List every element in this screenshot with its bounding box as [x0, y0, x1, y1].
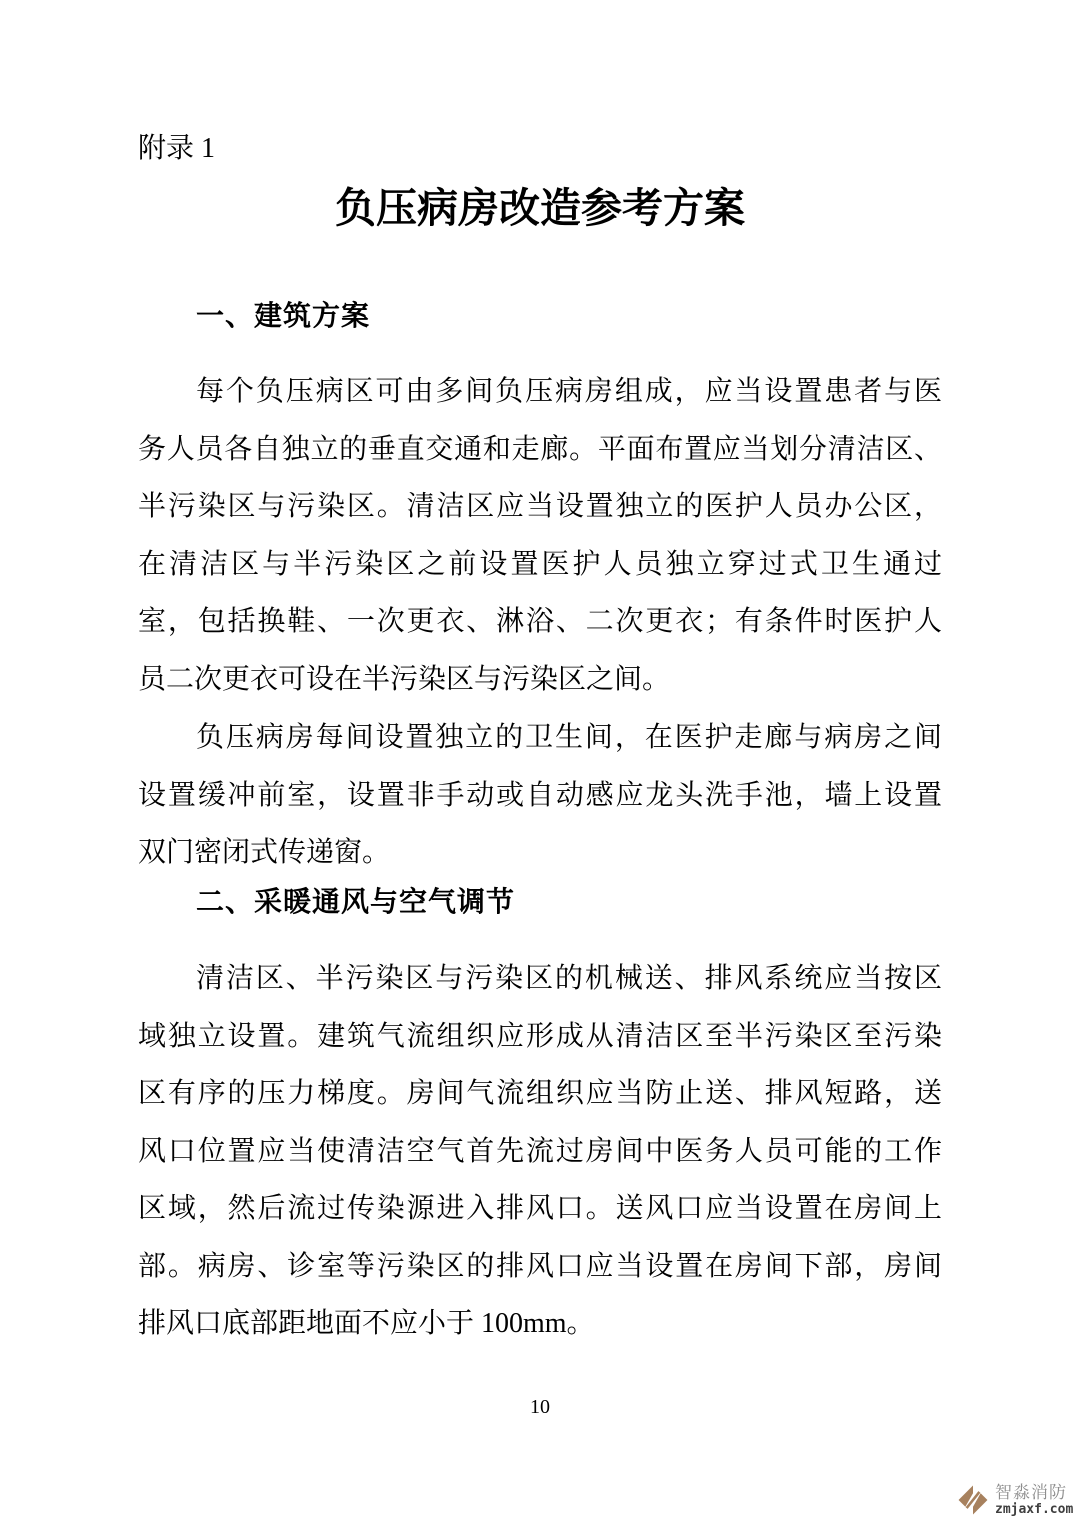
- watermark-text: [995, 1484, 1073, 1516]
- brand-name: 智淼消防: [995, 1483, 1067, 1502]
- paragraph-line: 区有序的压力梯度。房间气流组织应当防止送、排风短路，送: [138, 1078, 942, 1109]
- paragraph-line: 负压病房每间设置独立的卫生间，在医护走廊与病房之间: [196, 722, 942, 753]
- paragraph-line: 域独立设置。建筑气流组织应形成从清洁区至半污染区至污染: [138, 1020, 942, 1052]
- appendix-label: 附录 1: [138, 133, 216, 164]
- paragraph-line: 务人员各自独立的垂直交通和走廊。平面布置应当划分清洁区、: [138, 433, 942, 465]
- document-title: 负压病房改造参考方案: [335, 185, 745, 231]
- brand-domain: zmjaxf.com: [995, 1502, 1074, 1517]
- paragraph-line: 排风口底部距地面不应小于 100mm。: [138, 1308, 595, 1339]
- section-heading-2: 二、采暖通风与空气调节: [196, 886, 516, 917]
- paragraph-line: 双门密闭式传递窗。: [138, 837, 391, 868]
- section-heading-1: 一、建筑方案: [196, 300, 371, 331]
- paragraph-line: 风口位置应当使清洁空气首先流过房间中医务人员可能的工作: [138, 1135, 942, 1167]
- paragraph: [138, 950, 942, 1353]
- paragraph-line: 室，包括换鞋、一次更衣、淋浴、二次更衣；有条件时医护人: [138, 606, 942, 637]
- paragraph-line: 在清洁区与半污染区之前设置医护人员独立穿过式卫生通过: [138, 548, 942, 580]
- paragraph: [138, 363, 942, 708]
- paragraph-line: 设置缓冲前室，设置非手动或自动感应龙头洗手池，墙上设置: [138, 779, 942, 811]
- paragraph-line: 半污染区与污染区。清洁区应当设置独立的医护人员办公区，: [138, 491, 942, 522]
- paragraph-line: 员二次更衣可设在半污染区与污染区之间。: [138, 663, 671, 695]
- brand-logo-icon: [956, 1483, 990, 1517]
- paragraph-line: 每个负压病区可由多间负压病房组成，应当设置患者与医: [196, 376, 942, 407]
- paragraph: [138, 709, 942, 882]
- watermark: [956, 1483, 1073, 1517]
- paragraph-line: 部。病房、诊室等污染区的排风口应当设置在房间下部，房间: [138, 1250, 942, 1282]
- page-number: 10: [530, 1396, 550, 1418]
- paragraph-line: 区域，然后流过传染源进入排风口。送风口应当设置在房间上: [138, 1193, 942, 1224]
- paragraph-line: 清洁区、半污染区与污染区的机械送、排风系统应当按区: [196, 963, 942, 994]
